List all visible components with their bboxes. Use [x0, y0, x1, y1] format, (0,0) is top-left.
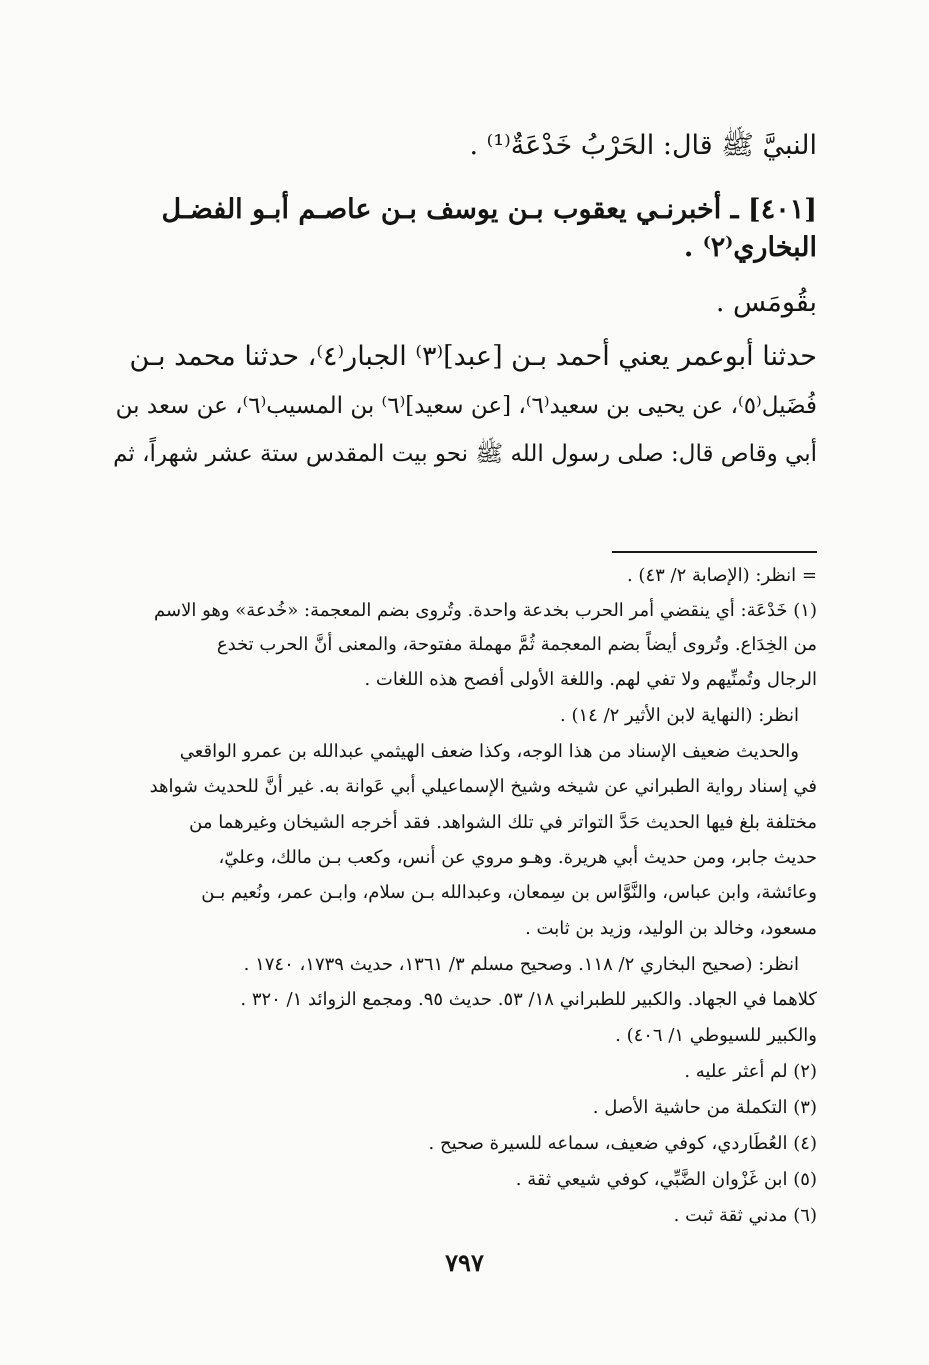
footnote-1-line: في إسناد رواية الطبراني عن شيخه وشيخ الإسماعيلي أبي عَوانة به. غير أنَّ للحديث شواهد — [149, 776, 817, 797]
footnote-1-line: من الخِدَاع. وتُروى أيضاً بضم المعجمة ثُمَّ مهملة مفتوحة، والمعنى أنَّ الحرب تخدع — [216, 634, 817, 655]
footnote-4: (٤) العُطَاردي، كوفي ضعيف، سماعه للسيرة صحيح . — [428, 1133, 817, 1154]
footnote-1-line: الرجال وتُمنِّيهم ولا تفي لهم. واللغة الأولى أفصح هذه اللغات . — [364, 669, 817, 690]
footnote-1-line: مسعود، وخالد بن الوليد، وزيد بن ثابت . — [525, 918, 817, 939]
footnote-1: (١) خَدْعَة: أي ينقضي أمر الحرب بخدعة واحدة. وتُروى بضم المعجمة: «خُدعة» وهو الاسم — [154, 600, 817, 621]
footnote-1-line: كلاهما في الجهاد. والكبير للطبراني ١٨/ ٥٣. حديث ٩٥. ومجمع الزوائد ١/ ٣٢٠ . — [240, 989, 817, 1010]
footnote-1-line: انظر: (صحيح البخاري ٢/ ١١٨. وصحيح مسلم ٣/ ١٣٦١، حديث ١٧٣٩، ١٧٤٠ . — [243, 954, 799, 975]
footnote-separator — [612, 551, 817, 553]
footnote-1-line: والحديث ضعيف الإسناد من هذا الوجه، وكذا ضعف الهيثمي عبدالله بن عمرو الواقعي — [179, 741, 799, 762]
isnad-line: حدثنا أبوعمر يعني أحمد بـن [عبد]⁽٣⁾ الجبار⁽٤⁾، حدثنا محمد بـن — [129, 341, 817, 372]
footnote-5: (٥) ابن غَزْوان الضَّبِّي، كوفي شيعي ثقة . — [515, 1169, 817, 1190]
main-text-line: بقُومَس . — [715, 287, 817, 318]
footnote-1-line: حديث جابر، ومن حديث أبي هريرة. وهـو مروي عن أنس، وكعب بـن مالك، وعليّ، — [218, 847, 817, 868]
hadith-401-heading: [٤٠١] ـ أخبرنـي يعقوب بـن يوسف بـن عاصـم أبـو الفضـل — [161, 194, 817, 225]
footnote-1-line: والكبير للسيوطي ١/ ٤٠٦) . — [615, 1025, 817, 1046]
footnote-1-line: وعائشة، وابن عباس، والنَّوَّاس بن سِمعان، وعبدالله بـن سلام، وابـن عمر، ونُعيم بـن — [201, 882, 817, 903]
footnote-1-line: انظر: (النهاية لابن الأثير ٢/ ١٤) . — [560, 705, 799, 726]
page-number: ٧٩٧ — [445, 1248, 484, 1277]
footnote-continuation: = انظر: (الإصابة ٢/ ٤٣) . — [626, 565, 817, 586]
hadith-401-heading-cont: البخاري⁽٢⁾ . — [683, 232, 817, 263]
footnote-1-line: مختلفة بلغ فيها الحديث حَدَّ التواتر في تلك الشواهد. فقد أخرجه الشيخان وغيرهما من — [189, 812, 817, 833]
isnad-line: أبي وقاص قال: صلى رسول الله ﷺ نحو بيت المقدس ستة عشر شهراً، ثم — [113, 441, 817, 467]
isnad-line: فُضَيل⁽٥⁾، عن يحيى بن سعيد⁽٦⁾، [عن سعيد]⁽٦⁾ بن المسيب⁽٦⁾، عن سعد بن — [115, 393, 817, 419]
footnote-2: (٢) لم أعثر عليه . — [684, 1061, 817, 1082]
footnote-3: (٣) التكملة من حاشية الأصل . — [592, 1097, 817, 1118]
main-text-line: النبيَّ ﷺ قال: الحَرْبُ خَدْعَةٌ⁽¹⁾ . — [469, 130, 817, 161]
footnote-6: (٦) مدني ثقة ثبت . — [673, 1205, 817, 1226]
